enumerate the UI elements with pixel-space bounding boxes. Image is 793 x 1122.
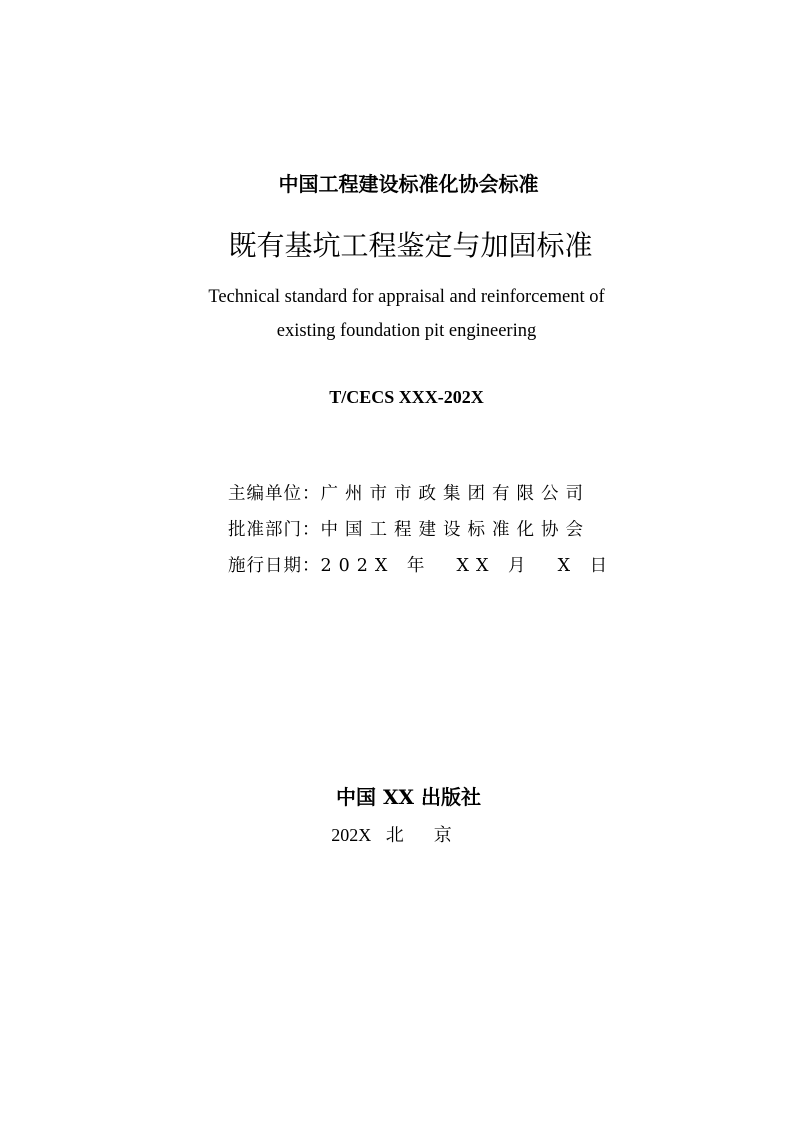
publisher-name: 中国 XX 出版社 bbox=[336, 785, 481, 809]
standard-info-block bbox=[228, 474, 648, 582]
publication-year: 202X bbox=[331, 825, 372, 845]
info-label: 批准部门： bbox=[228, 519, 321, 540]
info-value: 202X 年 XX 月 X 日 bbox=[320, 555, 615, 576]
association-standard-title: 中国工程建设标准化协会标准 bbox=[278, 172, 539, 196]
standard-title-english-line-2: existing foundation pit engineering bbox=[276, 321, 537, 341]
info-row-chief-editor bbox=[228, 474, 648, 510]
standard-title-chinese: 既有基坑工程鉴定与加固标准 bbox=[228, 229, 593, 262]
info-row-effective-date bbox=[228, 546, 648, 582]
standard-title-english-line-1: Technical standard for appraisal and reinforcement of bbox=[208, 287, 605, 307]
info-value: 广州市市政集团有限公司 bbox=[320, 483, 590, 504]
standard-code: T/CECS XXX-202X bbox=[329, 387, 484, 407]
publication-year-place bbox=[10, 822, 793, 848]
publication-city: 北京 bbox=[385, 825, 482, 845]
info-row-approval-department bbox=[228, 510, 648, 546]
info-value: 中国工程建设标准化协会 bbox=[320, 519, 590, 540]
info-label: 施行日期： bbox=[228, 555, 321, 576]
info-label: 主编单位： bbox=[228, 483, 321, 504]
